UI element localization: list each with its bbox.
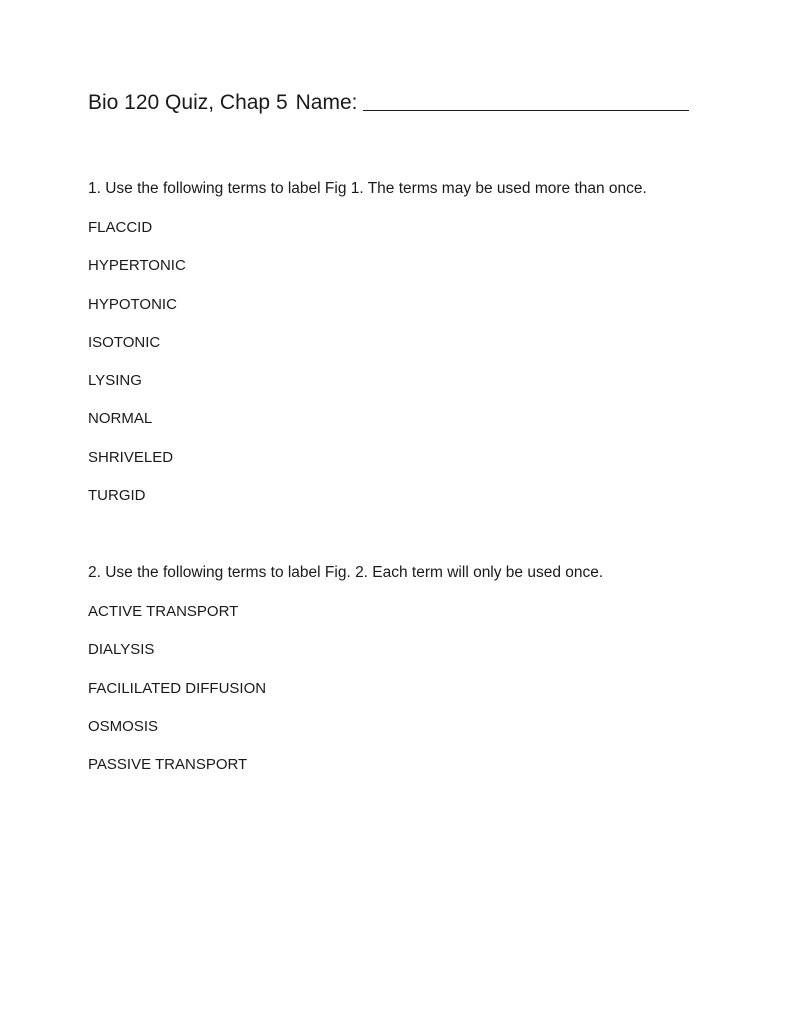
name-label: Name: [295,91,358,114]
term-item: FACILILATED DIFFUSION [88,679,267,697]
term-item: DIALYSIS [88,641,155,659]
term-item: HYPERTONIC [88,257,186,275]
question-1-prompt: 1. Use the following terms to label Fig 1. The terms may be used more than once. [88,180,647,197]
term-item: HYPOTONIC [88,295,177,313]
quiz-title: Bio 120 Quiz, Chap 5 [88,91,288,114]
question-2-term-list [88,602,266,793]
term-item: ISOTONIC [88,333,161,351]
term-item: TURGID [88,487,146,505]
term-item: LYSING [88,372,142,390]
term-item: FLACCID [88,219,153,236]
term-item: OSMOSIS [88,717,159,735]
term-item: ACTIVE TRANSPORT [88,603,239,620]
name-blank-line [363,90,689,111]
term-item: SHRIVELED [88,448,174,466]
question-2-prompt: 2. Use the following terms to label Fig. 2. Each term will only be used once. [88,564,604,581]
question-1-term-list [88,218,186,524]
header [88,88,689,115]
term-item: NORMAL [88,410,153,428]
term-item: PASSIVE TRANSPORT [88,756,248,774]
